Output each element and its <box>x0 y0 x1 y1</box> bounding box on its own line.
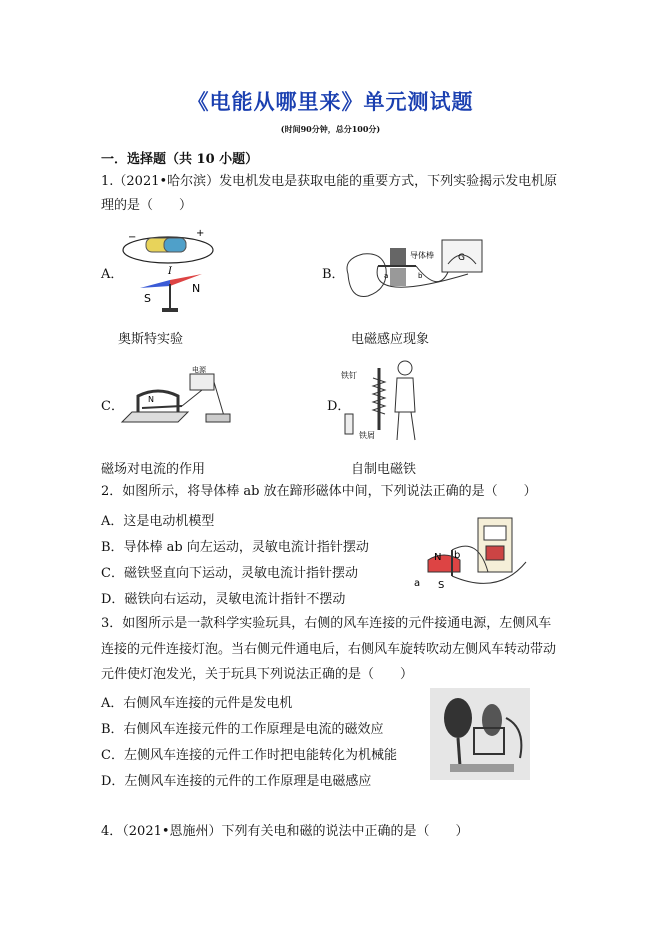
q1-option-c-letter[interactable]: C． <box>101 399 124 414</box>
fig1d-filings-label: 铁屑 <box>359 431 375 440</box>
q1-option-a-letter[interactable]: A． <box>101 267 124 282</box>
q2-option-c[interactable]: C．磁铁竖直向下运动，灵敏电流计指针摆动 <box>101 566 358 581</box>
q3-option-c[interactable]: C．左侧风车连接的元件工作时把电能转化为机械能 <box>101 748 397 763</box>
fig1a-s-label: S <box>144 292 151 305</box>
q2-option-a[interactable]: A．这是电动机模型 <box>101 514 215 529</box>
q2-option-d[interactable]: D．磁铁向右运动，灵敏电流计指针不摆动 <box>101 592 346 607</box>
fig1c-power-label: 电源 <box>192 366 206 374</box>
fig2-b-label: b <box>454 550 461 561</box>
fig1a-n-label: N <box>192 282 201 295</box>
q1-option-d-caption: 自制电磁铁 <box>351 462 417 477</box>
q1-option-b-caption: 电磁感应现象 <box>351 332 430 347</box>
fig1c-n-label: N <box>148 395 154 404</box>
windmill-toy-photo <box>430 688 530 780</box>
q1-option-d-letter[interactable]: D． <box>327 399 351 414</box>
fig1b-a-label: a <box>384 272 389 280</box>
q2-option-b[interactable]: B．导体棒 ab 向左运动，灵敏电流计指针摆动 <box>101 540 369 555</box>
q3-line3: 元件使灯泡发光，关于玩具下列说法正确的是（ ） <box>101 667 414 682</box>
q1-option-a-caption: 奥斯特实验 <box>118 332 184 347</box>
q3-option-b[interactable]: B．右侧风车连接元件的工作原理是电流的磁效应 <box>101 722 384 737</box>
q1-option-c-caption: 磁场对电流的作用 <box>101 462 206 477</box>
fig2-a-label: a <box>414 578 421 589</box>
q2-line1: 2．如图所示，将导体棒 ab 放在蹄形磁体中间，下列说法正确的是（ ） <box>101 484 537 499</box>
fig2-s-label: S <box>438 580 445 591</box>
homemade-electromagnet-figure <box>339 358 429 448</box>
em-induction-figure <box>338 234 488 314</box>
fig1a-current-label: I <box>168 266 172 277</box>
fig1b-conductor-label: 导体棒 <box>410 251 434 260</box>
q3-line1: 3．如图所示是一款科学实验玩具，右侧的风车连接的元件接通电源，左侧风车 <box>101 616 552 631</box>
page-subtitle: (时间90分钟，总分100分) <box>280 124 381 134</box>
q4-line1: 4．（2021•恩施州）下列有关电和磁的说法中正确的是（ ） <box>101 824 469 839</box>
svg-text:−: − <box>128 232 137 243</box>
page-title: 《电能从哪里来》单元测试题 <box>187 89 474 114</box>
fig1d-nail-label: 铁钉 <box>341 371 357 380</box>
q3-line2: 连接的元件连接灯泡。当右侧元件通电后，右侧风车旋转吹动左侧风车转动带动 <box>101 642 557 657</box>
q1-line2: 理的是（ ） <box>101 198 193 213</box>
fig1b-galvanometer-label: G <box>458 253 465 263</box>
q3-option-d[interactable]: D．左侧风车连接的元件的工作原理是电磁感应 <box>101 774 372 789</box>
horseshoe-magnet-figure <box>408 516 538 594</box>
section-heading: 一．选择题（共 10 小题） <box>101 152 259 167</box>
fig2-n-label: N <box>434 552 442 563</box>
q1-line1: 1.（2021•哈尔滨）发电机发电是获取电能的重要方式，下列实验揭示发电机原 <box>101 174 558 189</box>
magnetic-force-on-current-figure <box>118 366 238 436</box>
q3-option-a[interactable]: A．右侧风车连接的元件是发电机 <box>101 696 293 711</box>
q1-option-b-letter[interactable]: B． <box>322 267 345 282</box>
fig1b-b-label: b <box>418 272 423 280</box>
svg-text:+: + <box>196 228 205 239</box>
oersted-experiment-figure <box>118 226 218 316</box>
